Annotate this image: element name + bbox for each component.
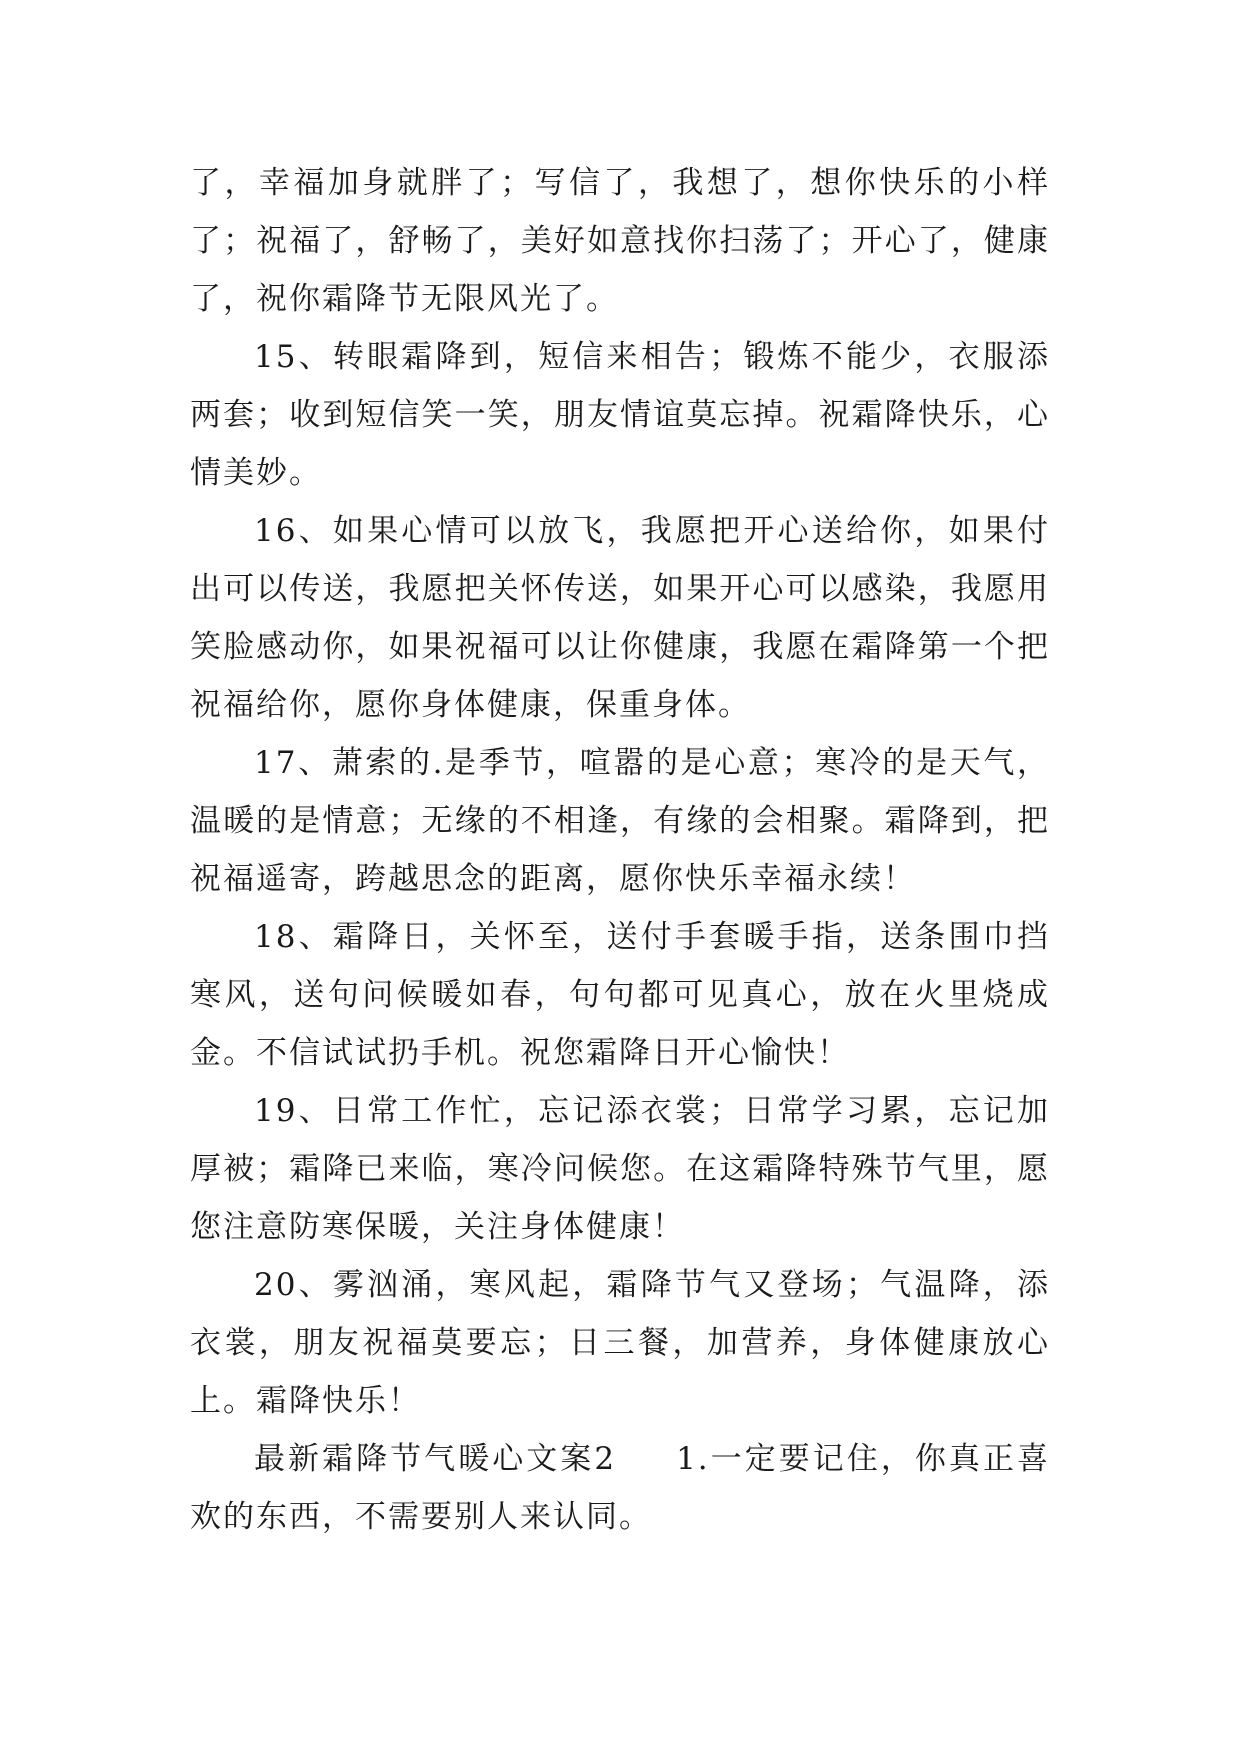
paragraph-item-15: 15、转眼霜降到，短信来相告；锻炼不能少，衣服添两套；收到短信笑一笑，朋友情谊莫忘掉。祝霜降快乐，心情美妙。 bbox=[190, 339, 1050, 491]
paragraph-item-19: 19、日常工作忙，忘记添衣裳；日常学习累，忘记加厚被；霜降已来临，寒冷问候您。在这霜降特殊节气里，愿您注意防寒保暖，关注身体健康！ bbox=[190, 1093, 1050, 1245]
paragraph-continuation: 了，幸福加身就胖了；写信了，我想了，想你快乐的小样了；祝福了，舒畅了，美好如意找你扫荡了；开心了，健康了，祝你霜降节无限风光了。 bbox=[190, 165, 1050, 317]
paragraph-item-20: 20、雾汹涌，寒风起，霜降节气又登场；气温降，添衣裳，朋友祝福莫要忘；日三餐，加营养，身体健康放心上。霜降快乐！ bbox=[190, 1267, 1050, 1419]
section-heading: 最新霜降节气暖心文案2 bbox=[254, 1441, 617, 1477]
section-paragraph bbox=[190, 1430, 1050, 1546]
paragraph-item-17: 17、萧索的.是季节，喧嚣的是心意；寒冷的是天气，温暖的是情意；无缘的不相逢，有缘的会相聚。霜降到，把祝福遥寄，跨越思念的距离，愿你快乐幸福永续！ bbox=[190, 745, 1050, 897]
paragraph-item-18: 18、霜降日，关怀至，送付手套暖手指，送条围巾挡寒风，送句问候暖如春，句句都可见真心，放在火里烧成金。不信试试扔手机。祝您霜降日开心愉快！ bbox=[190, 919, 1050, 1071]
section-first-item: 1.一定要记住，你真正喜欢的东西，不需要别人来认同。 bbox=[190, 1441, 1050, 1535]
document-body bbox=[190, 154, 1050, 1546]
paragraph-item-16: 16、如果心情可以放飞，我愿把开心送给你，如果付出可以传送，我愿把关怀传送，如果开心可以感染，我愿用笑脸感动你，如果祝福可以让你健康，我愿在霜降第一个把祝福给你，愿你身体健康，保重身体。 bbox=[190, 513, 1050, 723]
